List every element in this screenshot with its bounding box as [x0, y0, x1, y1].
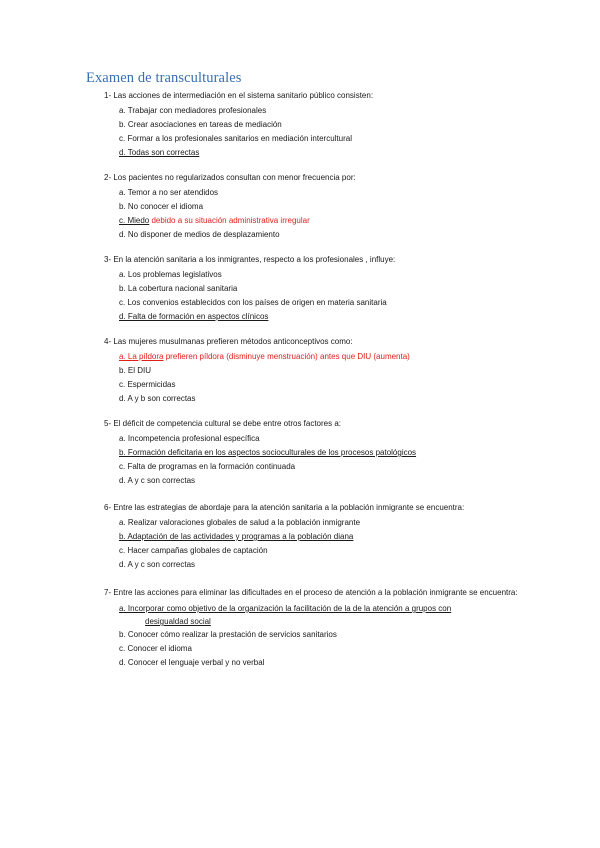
option-c-correct [119, 214, 524, 228]
question-text: 4- Las mujeres musulmanas prefieren métodos anticonceptivos como: [104, 337, 353, 346]
answer-note: prefieren píldora (disminuye menstruación) antes que DIU (aumenta) [165, 352, 410, 361]
option-d: d. A y c son correctas [119, 476, 196, 485]
question-1 [104, 90, 524, 160]
option-a: a. Incompetencia profesional específica [119, 434, 260, 443]
question-4 [104, 336, 524, 406]
option-c-label: c. Miedo [119, 216, 150, 225]
option-a-correct [119, 602, 524, 628]
option-a: a. Los problemas legislativos [119, 270, 222, 279]
option-b: b. Conocer cómo realizar la prestación de servicios sanitarios [119, 630, 337, 639]
option-c: c. Los convenios establecidos con los países de origen en materia sanitaria [119, 298, 387, 307]
option-b: b. El DIU [119, 366, 152, 375]
question-7 [104, 586, 524, 670]
option-c: c. Formar a los profesionales sanitarios en mediación intercultural [119, 134, 352, 143]
option-b: b. Crear asociaciones en tareas de mediación [119, 120, 282, 129]
question-3 [104, 254, 524, 324]
option-b: b. La cobertura nacional sanitaria [119, 284, 238, 293]
option-d: d. No disponer de medios de desplazamiento [119, 230, 280, 239]
question-2 [104, 172, 524, 242]
option-d: d. A y b son correctas [119, 394, 196, 403]
option-b-correct: b. Adaptación de las actividades y programas a la población diana [119, 532, 354, 541]
option-a-label: a. La píldora [119, 352, 164, 361]
document-title: Examen de transculturales [86, 70, 242, 86]
option-a-line-1: a. Incorporar como objetivo de la organización la facilitación de la de la atención a grupos con [119, 604, 452, 613]
option-a: a. Temor a no ser atendidos [119, 188, 219, 197]
question-text: 2- Los pacientes no regularizados consultan con menor frecuencia por: [104, 173, 356, 182]
question-text: 5- El déficit de competencia cultural se debe entre otros factores a: [104, 419, 342, 428]
option-c: c. Conocer el idioma [119, 644, 192, 653]
option-d: d. A y c son correctas [119, 560, 196, 569]
option-c: c. Falta de programas en la formación continuada [119, 462, 296, 471]
option-d-correct: d. Falta de formación en aspectos clínicos [119, 312, 269, 321]
question-text: 6- Entre las estrategias de abordaje para la atención sanitaria a la población inmigrante se encuentra: [104, 503, 465, 512]
question-text: 3- En la atención sanitaria a los inmigrantes, respecto a los profesionales , influye: [104, 255, 396, 264]
question-6 [104, 502, 524, 572]
option-d: d. Conocer el lenguaje verbal y no verbal [119, 658, 265, 667]
option-b-correct: b. Formación deficitaria en los aspectos socioculturales de los procesos patológicos [119, 448, 417, 457]
question-5 [104, 418, 524, 488]
option-a-line-2: desigualdad social [145, 617, 211, 626]
answer-note: debido a su situación administrativa irregular [151, 216, 310, 225]
question-text: 1- Las acciones de intermediación en el sistema sanitario público consisten: [104, 91, 374, 100]
option-a: a. Realizar valoraciones globales de salud a la población inmigrante [119, 518, 361, 527]
question-text: 7- Entre las acciones para eliminar las dificultades en el proceso de atención a la población inmigrante se encuentra: [104, 588, 518, 597]
option-c: c. Hacer campañas globales de captación [119, 546, 268, 555]
option-b: b. No conocer el idioma [119, 202, 204, 211]
option-a: a. Trabajar con mediadores profesionales [119, 106, 267, 115]
option-a-correct [119, 350, 524, 364]
option-c: c. Espermicidas [119, 380, 176, 389]
option-d-correct: d. Todas son correctas [119, 148, 200, 157]
